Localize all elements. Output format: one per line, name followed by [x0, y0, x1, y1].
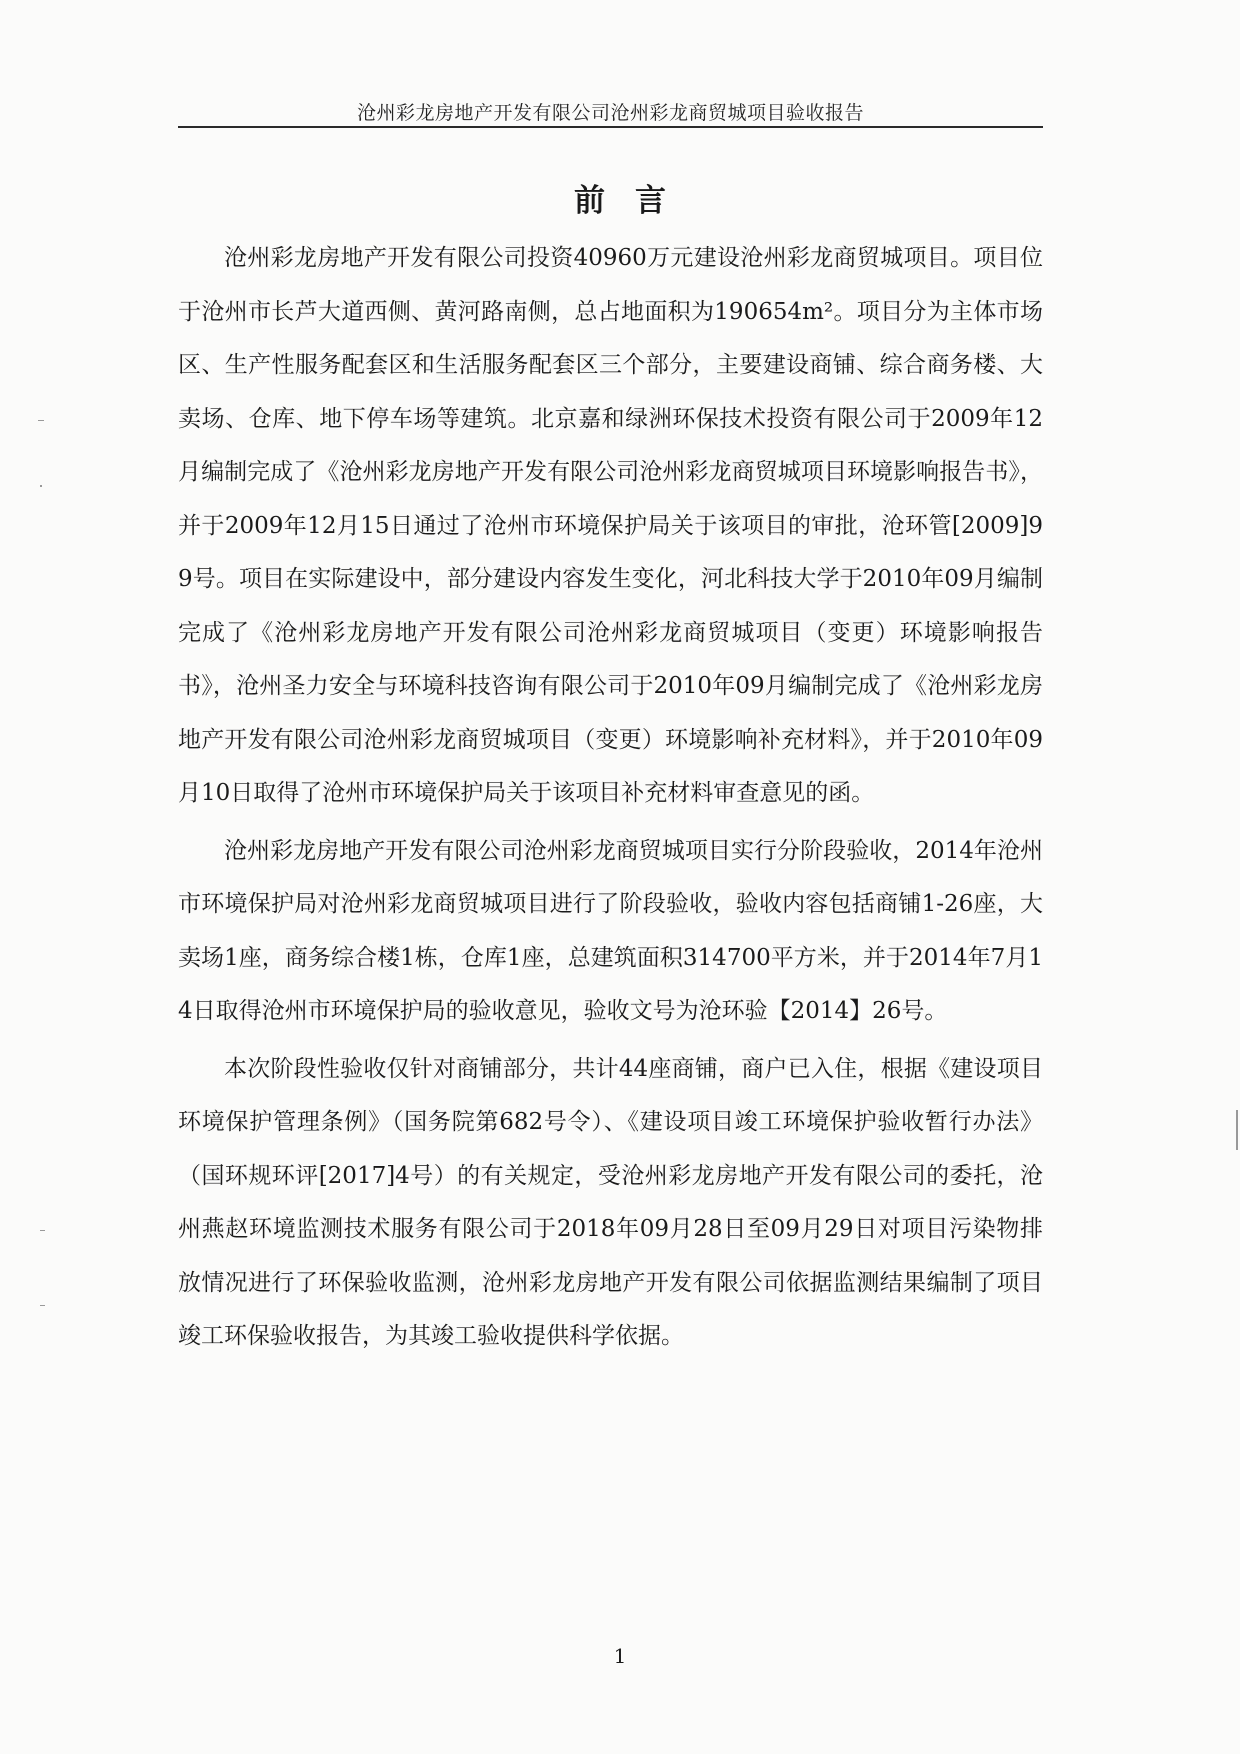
section-title: 前言	[574, 183, 696, 219]
scan-mark	[1236, 1110, 1238, 1150]
paragraph-3: 本次阶段性验收仅针对商铺部分，共计44座商铺，商户已入住，根据《建设项目环境保护管理条例》（国务院第682号令）、《建设项目竣工环境保护验收暂行办法》（国环规环评[2017]4号）的有关规定，受沧州彩龙房地产开发有限公司的委托，沧州燕赵环境监测技术服务有限公司于2018年09月28日至09月29日对项目污染物排放情况进行了环保验收监测，沧州彩龙房地产开发有限公司依据监测结果编制了项目竣工环保验收报告，为其竣工验收提供科学依据。	[178, 1055, 1043, 1349]
scan-mark	[40, 1230, 45, 1231]
scan-mark	[40, 1305, 45, 1306]
paragraph-1: 沧州彩龙房地产开发有限公司投资40960万元建设沧州彩龙商贸城项目。项目位于沧州市长芦大道西侧、黄河路南侧，总占地面积为190654m²。项目分为主体市场区、生产性服务配套区和生活服务配套区三个部分，主要建设商铺、综合商务楼、大卖场、仓库、地下停车场等建筑。北京嘉和绿洲环保技术投资有限公司于2009年12月编制完成了《沧州彩龙房地产开发有限公司沧州彩龙商贸城项目环境影响报告书》，并于2009年12月15日通过了沧州市环境保护局关于该项目的审批，沧环管[2009]99号。项目在实际建设中，部分建设内容发生变化，河北科技大学于2010年09月编制完成了《沧州彩龙房地产开发有限公司沧州彩龙商贸城项目（变更）环境影响报告书》，沧州圣力安全与环境科技咨询有限公司于2010年09月编制完成了《沧州彩龙房地产开发有限公司沧州彩龙商贸城项目（变更）环境影响补充材料》，并于2010年09月10日取得了沧州市环境保护局关于该项目补充材料审查意见的函。	[178, 245, 1043, 806]
page-number: 1	[613, 1644, 627, 1668]
scan-mark	[40, 485, 42, 487]
running-header: 沧州彩龙房地产开发有限公司沧州彩龙商贸城项目验收报告	[356, 102, 864, 124]
header-rule	[178, 126, 1043, 128]
scan-mark	[38, 420, 44, 421]
paragraph-2: 沧州彩龙房地产开发有限公司沧州彩龙商贸城项目实行分阶段验收，2014年沧州市环境保护局对沧州彩龙商贸城项目进行了阶段验收，验收内容包括商铺1-26座，大卖场1座，商务综合楼1栋，仓库1座，总建筑面积314700平方米，并于2014年7月14日取得沧州市环境保护局的验收意见，验收文号为沧环验【2014】26号。	[178, 837, 1043, 1024]
body-text	[178, 232, 1043, 1368]
